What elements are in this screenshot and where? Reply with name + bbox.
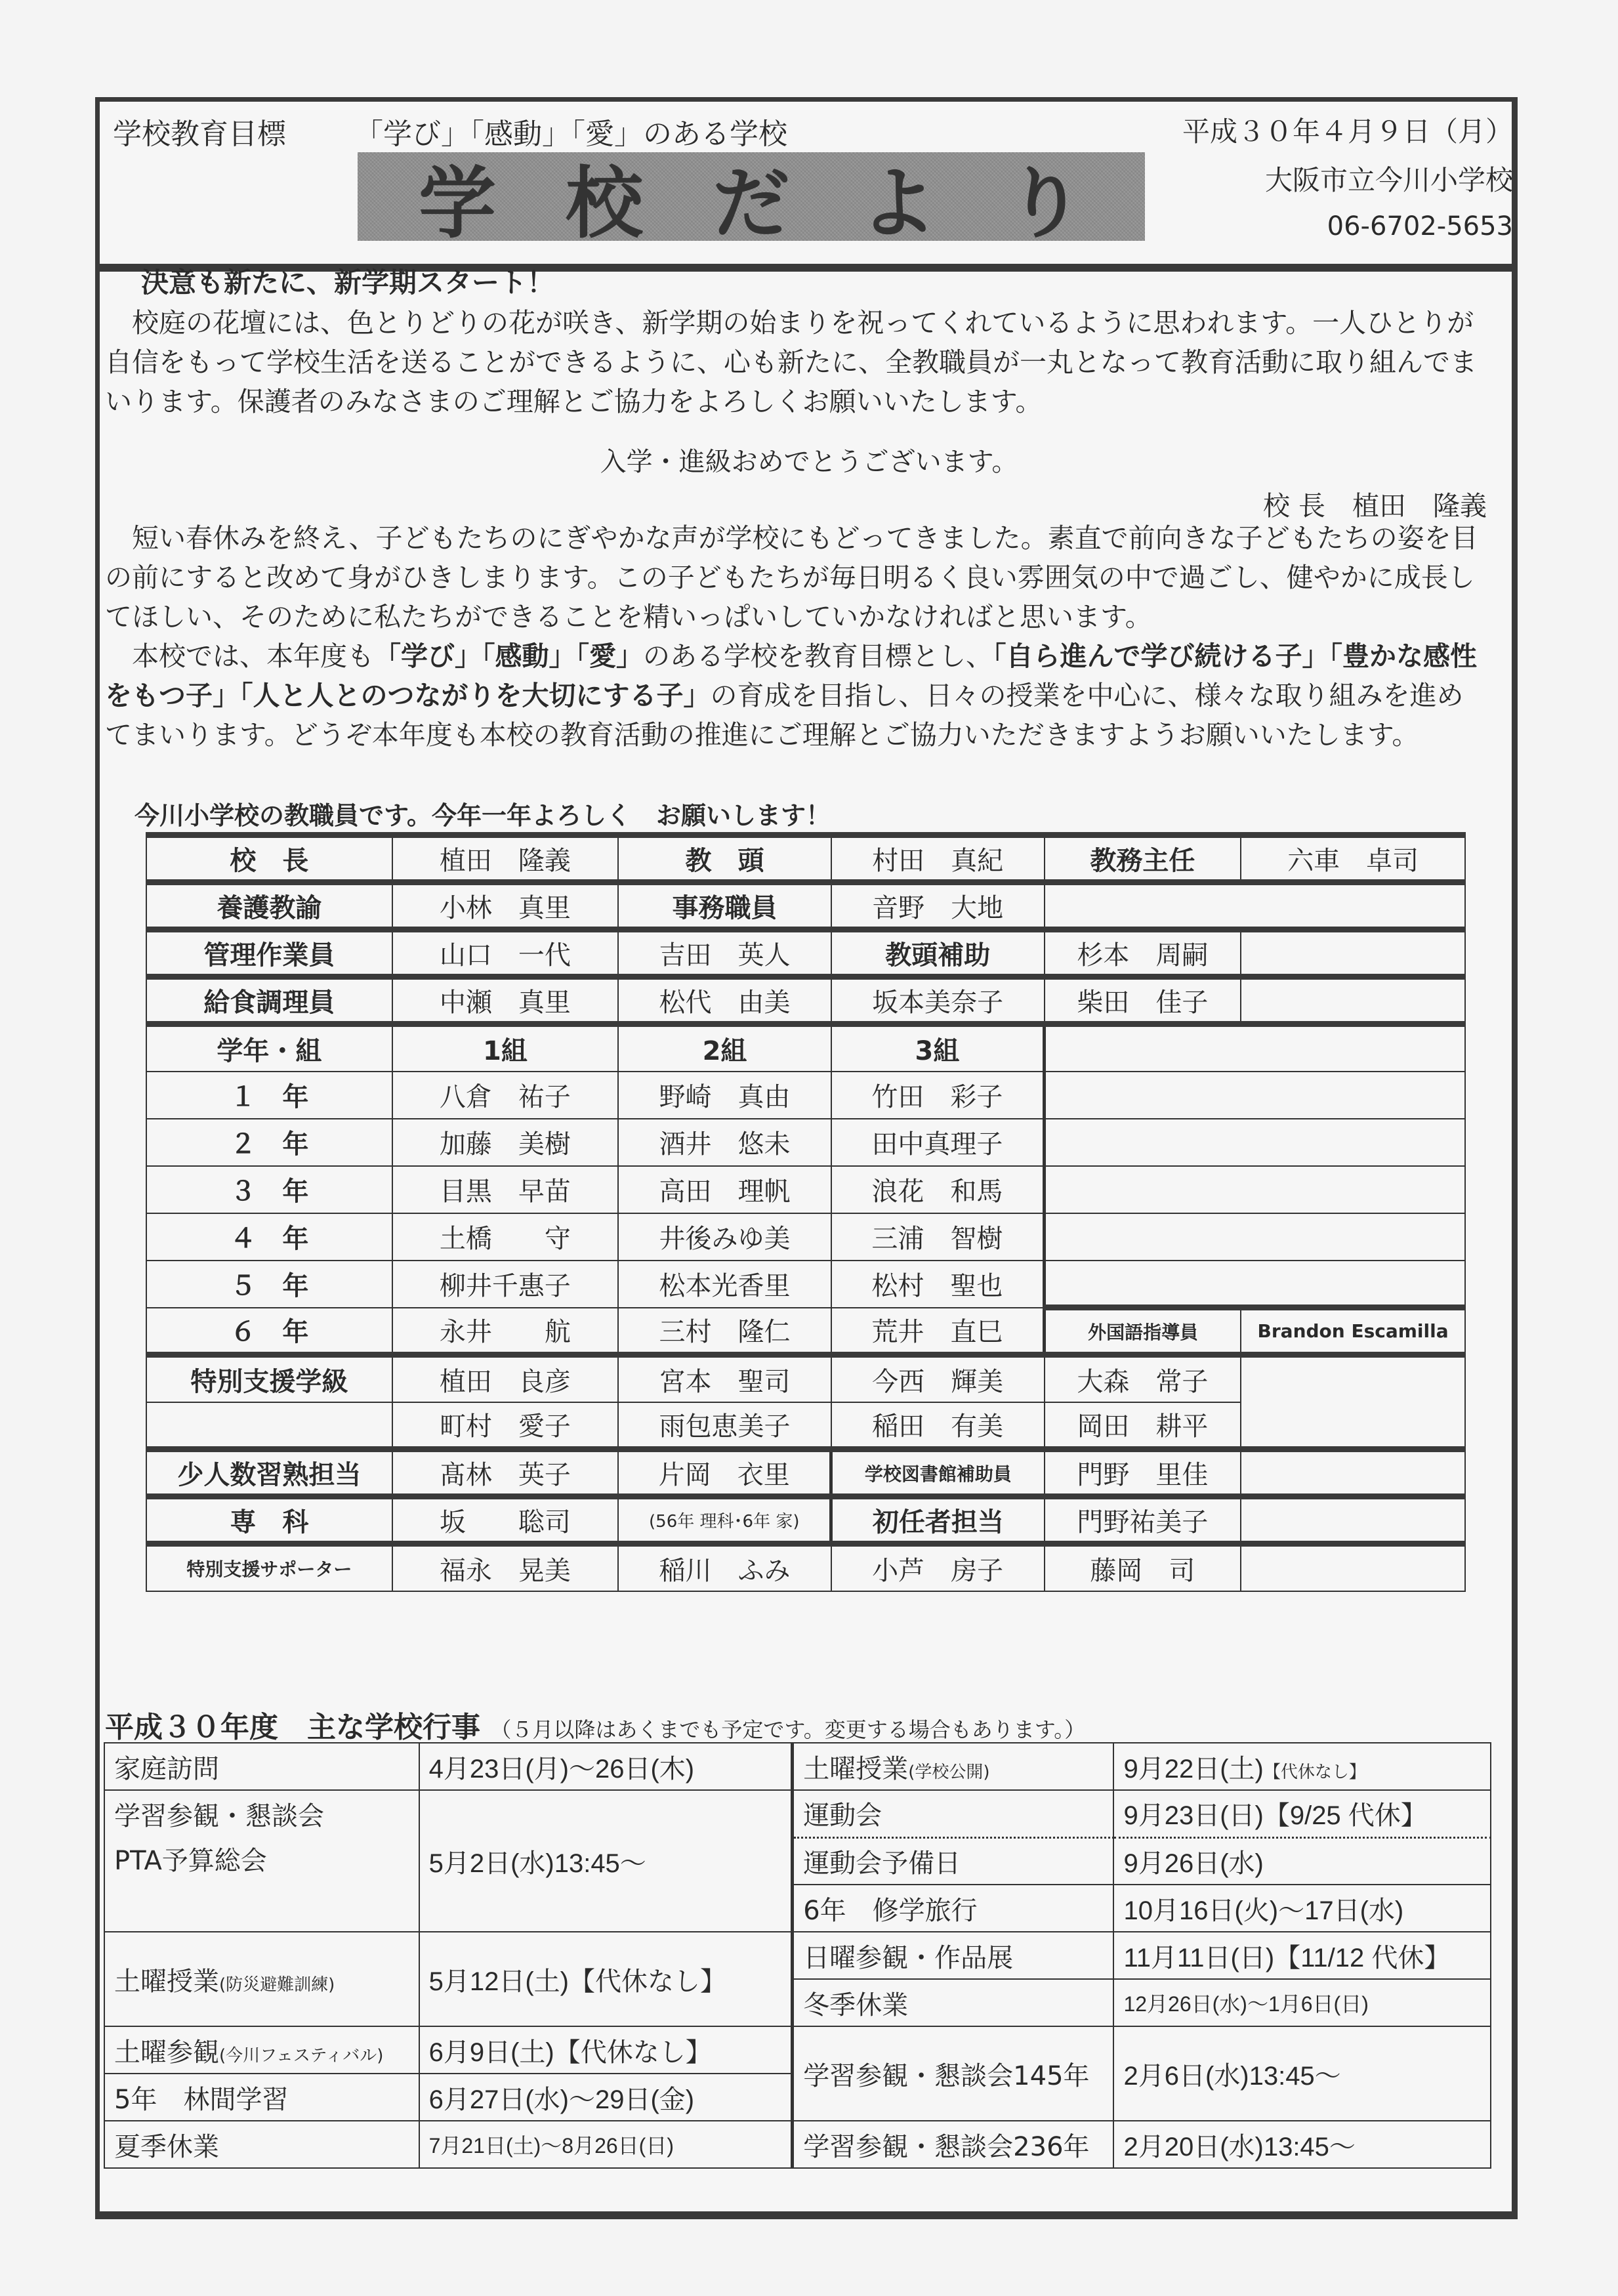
principal-signature: 校 長 植田 隆義: [1262, 490, 1487, 522]
event-date: 9月22日(土)【代休なし】: [1113, 1743, 1491, 1790]
school-name: 大阪市立今川小学校: [1264, 164, 1513, 196]
empty-cell: [1045, 1261, 1466, 1308]
title-char: り: [1006, 157, 1084, 249]
staff-name: 小林 真里: [392, 883, 619, 930]
event-date: 9月26日(水): [1113, 1837, 1491, 1885]
teacher-name: 町村 愛子: [392, 1402, 619, 1450]
staff-name: 植田 隆義: [392, 835, 619, 883]
teacher-name: 宮本 聖司: [618, 1355, 831, 1402]
event-date: 6月9日(土)【代休なし】: [419, 2026, 793, 2074]
issue-date: 平成３０年４月９日（月）: [1182, 115, 1513, 148]
empty-cell: [1241, 1544, 1465, 1591]
staff-row: [146, 930, 1465, 977]
teacher-name: 今西 輝美: [831, 1355, 1045, 1402]
teacher-name: 雨包恵美子: [618, 1402, 831, 1450]
intro-heading: 決意も新たに、新学期スタート！: [141, 266, 555, 299]
teacher-name: 荒井 直巳: [831, 1308, 1045, 1355]
greeting-paragraph-2: [105, 637, 1489, 755]
staff-row: [146, 1544, 1465, 1591]
teacher-name: 加藤 美樹: [392, 1119, 619, 1166]
empty-cell: [1241, 1450, 1465, 1497]
staff-name: 六車 卓司: [1241, 835, 1465, 883]
class-1-header: 1組: [392, 1024, 619, 1072]
education-goal-text: 「学び」「感動」「愛」のある学校: [354, 117, 787, 151]
grade-label: １ 年: [146, 1072, 392, 1119]
staff-name: 吉田 英人: [618, 930, 831, 977]
event-row: [104, 1932, 1491, 1979]
staff-name: 坂 聡司: [392, 1497, 619, 1544]
empty-cell: [1241, 977, 1465, 1024]
teacher-name: 三浦 智樹: [831, 1213, 1045, 1261]
teacher-name: 土橋 守: [392, 1213, 619, 1261]
staff-row: [146, 1497, 1465, 1544]
empty-cell: [1045, 1072, 1466, 1119]
staff-name: 中瀬 真里: [392, 977, 619, 1024]
empty-cell: [1241, 1355, 1465, 1450]
event-name: 土曜授業(学校公開): [793, 1743, 1114, 1790]
staff-name: 片岡 衣里: [618, 1450, 831, 1497]
event-name: 学習参観・懇談会: [104, 1790, 419, 1837]
event-row: [104, 1790, 1491, 1837]
text-run-bold: 「自ら進んで学び続ける子」「豊かな感性をもつ子」「人と人とのつながりを大切にする子」: [105, 640, 1477, 711]
staff-name: 音野 大地: [831, 883, 1045, 930]
staff-name: 福永 晃美: [392, 1544, 619, 1591]
class-header-row: [146, 1024, 1465, 1072]
staff-name: 藤岡 司: [1045, 1544, 1241, 1591]
role-academic-head: 教務主任: [1045, 835, 1241, 883]
event-name: 学習参観・懇談会145年: [793, 2026, 1114, 2121]
title-char: 学: [418, 157, 496, 249]
role-small-group-instruction: 少人数習熟担当: [146, 1450, 392, 1497]
role-new-teacher-mentor: 初任者担当: [831, 1497, 1045, 1544]
staff-name: 山口 一代: [392, 930, 619, 977]
text-run: のある学校を教育目標とし、: [643, 640, 993, 672]
event-date: 9月23日(日)【9/25 代休】: [1113, 1790, 1491, 1837]
title-char: だ: [712, 157, 790, 249]
teacher-name: 大森 常子: [1045, 1355, 1241, 1402]
empty-cell: [1241, 1497, 1465, 1544]
staff-table: [146, 832, 1466, 1592]
text-run-bold: 「学び」「感動」「愛」: [374, 640, 643, 672]
text-run: 本校では、本年度も: [132, 640, 374, 672]
grade-label: ４ 年: [146, 1213, 392, 1261]
teacher-name: 三村 隆仁: [618, 1308, 831, 1355]
event-date: 5月2日(水)13:45～: [419, 1790, 793, 1932]
grade-label: ３ 年: [146, 1166, 392, 1213]
staff-row: [146, 883, 1465, 930]
role-principal: 校 長: [146, 835, 392, 883]
role-office-staff: 事務職員: [618, 883, 831, 930]
staff-row: [146, 835, 1465, 883]
staff-name: 杉本 周嗣: [1045, 930, 1241, 977]
teacher-name: 井後みゆ美: [618, 1213, 831, 1261]
role-library-assistant: 学校図書館補助員: [831, 1450, 1045, 1497]
subject-note: (56年 理科･6年 家): [618, 1497, 831, 1544]
class-2-header: 2組: [618, 1024, 831, 1072]
role-vice-principal: 教 頭: [618, 835, 831, 883]
empty-cell: [1045, 1024, 1466, 1072]
grade-row: [146, 1213, 1465, 1261]
grade-label: ２ 年: [146, 1119, 392, 1166]
event-date: 2月20日(水)13:45～: [1113, 2121, 1491, 2168]
role-subject-specialist: 専 科: [146, 1497, 392, 1544]
event-name: PTA予算総会: [104, 1837, 419, 1932]
event-name: 6年 修学旅行: [793, 1885, 1114, 1932]
event-date: 6月27日(水)～29日(金): [419, 2074, 793, 2121]
class-3-header: 3組: [831, 1024, 1045, 1072]
events-title: 平成３０年度 主な学校行事: [105, 1711, 480, 1744]
event-name: 冬季休業: [793, 1979, 1114, 2026]
teacher-name: 田中真理子: [831, 1119, 1045, 1166]
event-date: 5月12日(土)【代休なし】: [419, 1932, 793, 2026]
empty-cell: [1045, 883, 1466, 930]
teacher-name: 酒井 悠未: [618, 1119, 831, 1166]
event-row: [104, 1743, 1491, 1790]
event-name: 運動会: [793, 1790, 1114, 1837]
event-date: 10月16日(火)～17日(水): [1113, 1885, 1491, 1932]
teacher-name: 永井 航: [392, 1308, 619, 1355]
foreign-language-instructor-name: Brandon Escamilla: [1241, 1308, 1465, 1355]
grade-class-header: 学年・組: [146, 1024, 392, 1072]
empty-cell: [1241, 930, 1465, 977]
grade-label: ５ 年: [146, 1261, 392, 1308]
event-date: 2月6日(水)13:45～: [1113, 2026, 1491, 2121]
role-special-support-class: 特別支援学級: [146, 1355, 392, 1402]
events-note: （５月以降はあくまでも予定です。変更する場合もあります。）: [490, 1717, 1086, 1742]
staff-name: 門野 里佳: [1045, 1450, 1241, 1497]
teacher-name: 松本光香里: [618, 1261, 831, 1308]
teacher-name: 稲田 有美: [831, 1402, 1045, 1450]
teacher-name: 高田 理帆: [618, 1166, 831, 1213]
grade-row: [146, 1166, 1465, 1213]
greeting-heading: 入学・進級おめでとうございます。: [600, 447, 1018, 477]
staff-row: [146, 1450, 1465, 1497]
role-foreign-language-instructor: 外国語指導員: [1045, 1308, 1241, 1355]
intro-body: 校庭の花壇には、色とりどりの花が咲き、新学期の始まりを祝ってくれているように思われます。一人ひとりが自信をもって学校生活を送ることができるように、心も新たに、全教職員が一丸となって教育活動に取り組んでまいります。保護者のみなさまのご理解とご協力をよろしくお願いいたします。: [105, 307, 1477, 417]
event-row: [104, 2026, 1491, 2074]
event-date: 4月23日(月)～26日(木): [419, 1743, 793, 1790]
event-name: 運動会予備日: [793, 1837, 1114, 1885]
role-custodian: 管理作業員: [146, 930, 392, 977]
staff-name: 松代 由美: [618, 977, 831, 1024]
title-char: よ: [859, 157, 937, 249]
grade-label: ６ 年: [146, 1308, 392, 1355]
events-heading: [105, 1703, 1085, 1745]
teacher-name: 岡田 耕平: [1045, 1402, 1241, 1450]
staff-name: 柴田 佳子: [1045, 977, 1241, 1024]
text-run: の育成を目指し、日々の授業を中心に、様々な取り組みを進めてまいります。どうぞ本年度も本校の教育活動の推進にご理解とご協力いただきますようお願いいたします。: [105, 680, 1464, 751]
teacher-name: 松村 聖也: [831, 1261, 1045, 1308]
event-name: 家庭訪問: [104, 1743, 419, 1790]
event-date: 11月11日(日)【11/12 代休】: [1113, 1932, 1491, 1979]
event-row: [104, 1837, 1491, 1885]
empty-cell: [1045, 1119, 1466, 1166]
teacher-name: 浪花 和馬: [831, 1166, 1045, 1213]
event-name: 土曜参観(今川フェスティバル): [104, 2026, 419, 2074]
role-school-nurse: 養護教諭: [146, 883, 392, 930]
staff-name: 髙林 英子: [392, 1450, 619, 1497]
staff-name: 門野祐美子: [1045, 1497, 1241, 1544]
school-phone: 06-6702-5653: [1327, 211, 1513, 241]
event-date: 7月21日(土)～8月26日(日): [419, 2121, 793, 2168]
event-name: 夏季休業: [104, 2121, 419, 2168]
grade-row: [146, 1072, 1465, 1119]
teacher-name: 柳井千惠子: [392, 1261, 619, 1308]
staff-name: 村田 真紀: [831, 835, 1045, 883]
teacher-name: 植田 良彦: [392, 1355, 619, 1402]
grade-row: [146, 1261, 1465, 1308]
staff-name: 稲川 ふみ: [618, 1544, 831, 1591]
teacher-name: 八倉 祐子: [392, 1072, 619, 1119]
event-date: 12月26日(水)～1月6日(日): [1113, 1979, 1491, 2026]
event-name: 日曜参観・作品展: [793, 1932, 1114, 1979]
event-name: 5年 林間学習: [104, 2074, 419, 2121]
event-name: 学習参観・懇談会236年: [793, 2121, 1114, 2168]
empty-cell: [146, 1402, 392, 1450]
role-lunch-cook: 給食調理員: [146, 977, 392, 1024]
staff-heading: 今川小学校の教職員です。今年一年よろしく お願いします！: [135, 801, 831, 830]
education-goal-label: 学校教育目標: [113, 117, 286, 151]
teacher-name: 目黒 早苗: [392, 1166, 619, 1213]
title-char: 校: [565, 157, 643, 249]
staff-name: 小芦 房子: [831, 1544, 1045, 1591]
teacher-name: 竹田 彩子: [831, 1072, 1045, 1119]
greeting-paragraph-1: 短い春休みを終え、子どもたちのにぎやかな声が学校にもどってきました。素直で前向きな子どもたちの姿を目の前にすると改めて身がひきしまります。この子どもたちが毎日明るく良い雰囲気の中で過ごし、健やかに成長してほしい、そのために私たちができることを精いっぱいしていかなければと思います。: [105, 522, 1478, 633]
teacher-name: 野崎 真由: [618, 1072, 831, 1119]
staff-row: [146, 977, 1465, 1024]
event-name: 土曜授業(防災避難訓練): [104, 1932, 419, 2026]
role-special-support-supporter: 特別支援サポーター: [146, 1544, 392, 1591]
grade-row: [146, 1119, 1465, 1166]
newsletter-title-banner: [358, 152, 1145, 249]
role-vice-principal-assistant: 教頭補助: [831, 930, 1045, 977]
events-table: [104, 1742, 1491, 2169]
staff-name: 坂本美奈子: [831, 977, 1045, 1024]
empty-cell: [1045, 1213, 1466, 1261]
empty-cell: [1045, 1166, 1466, 1213]
special-support-row: [146, 1355, 1465, 1402]
event-row: [104, 2121, 1491, 2168]
grade-row: [146, 1308, 1465, 1355]
